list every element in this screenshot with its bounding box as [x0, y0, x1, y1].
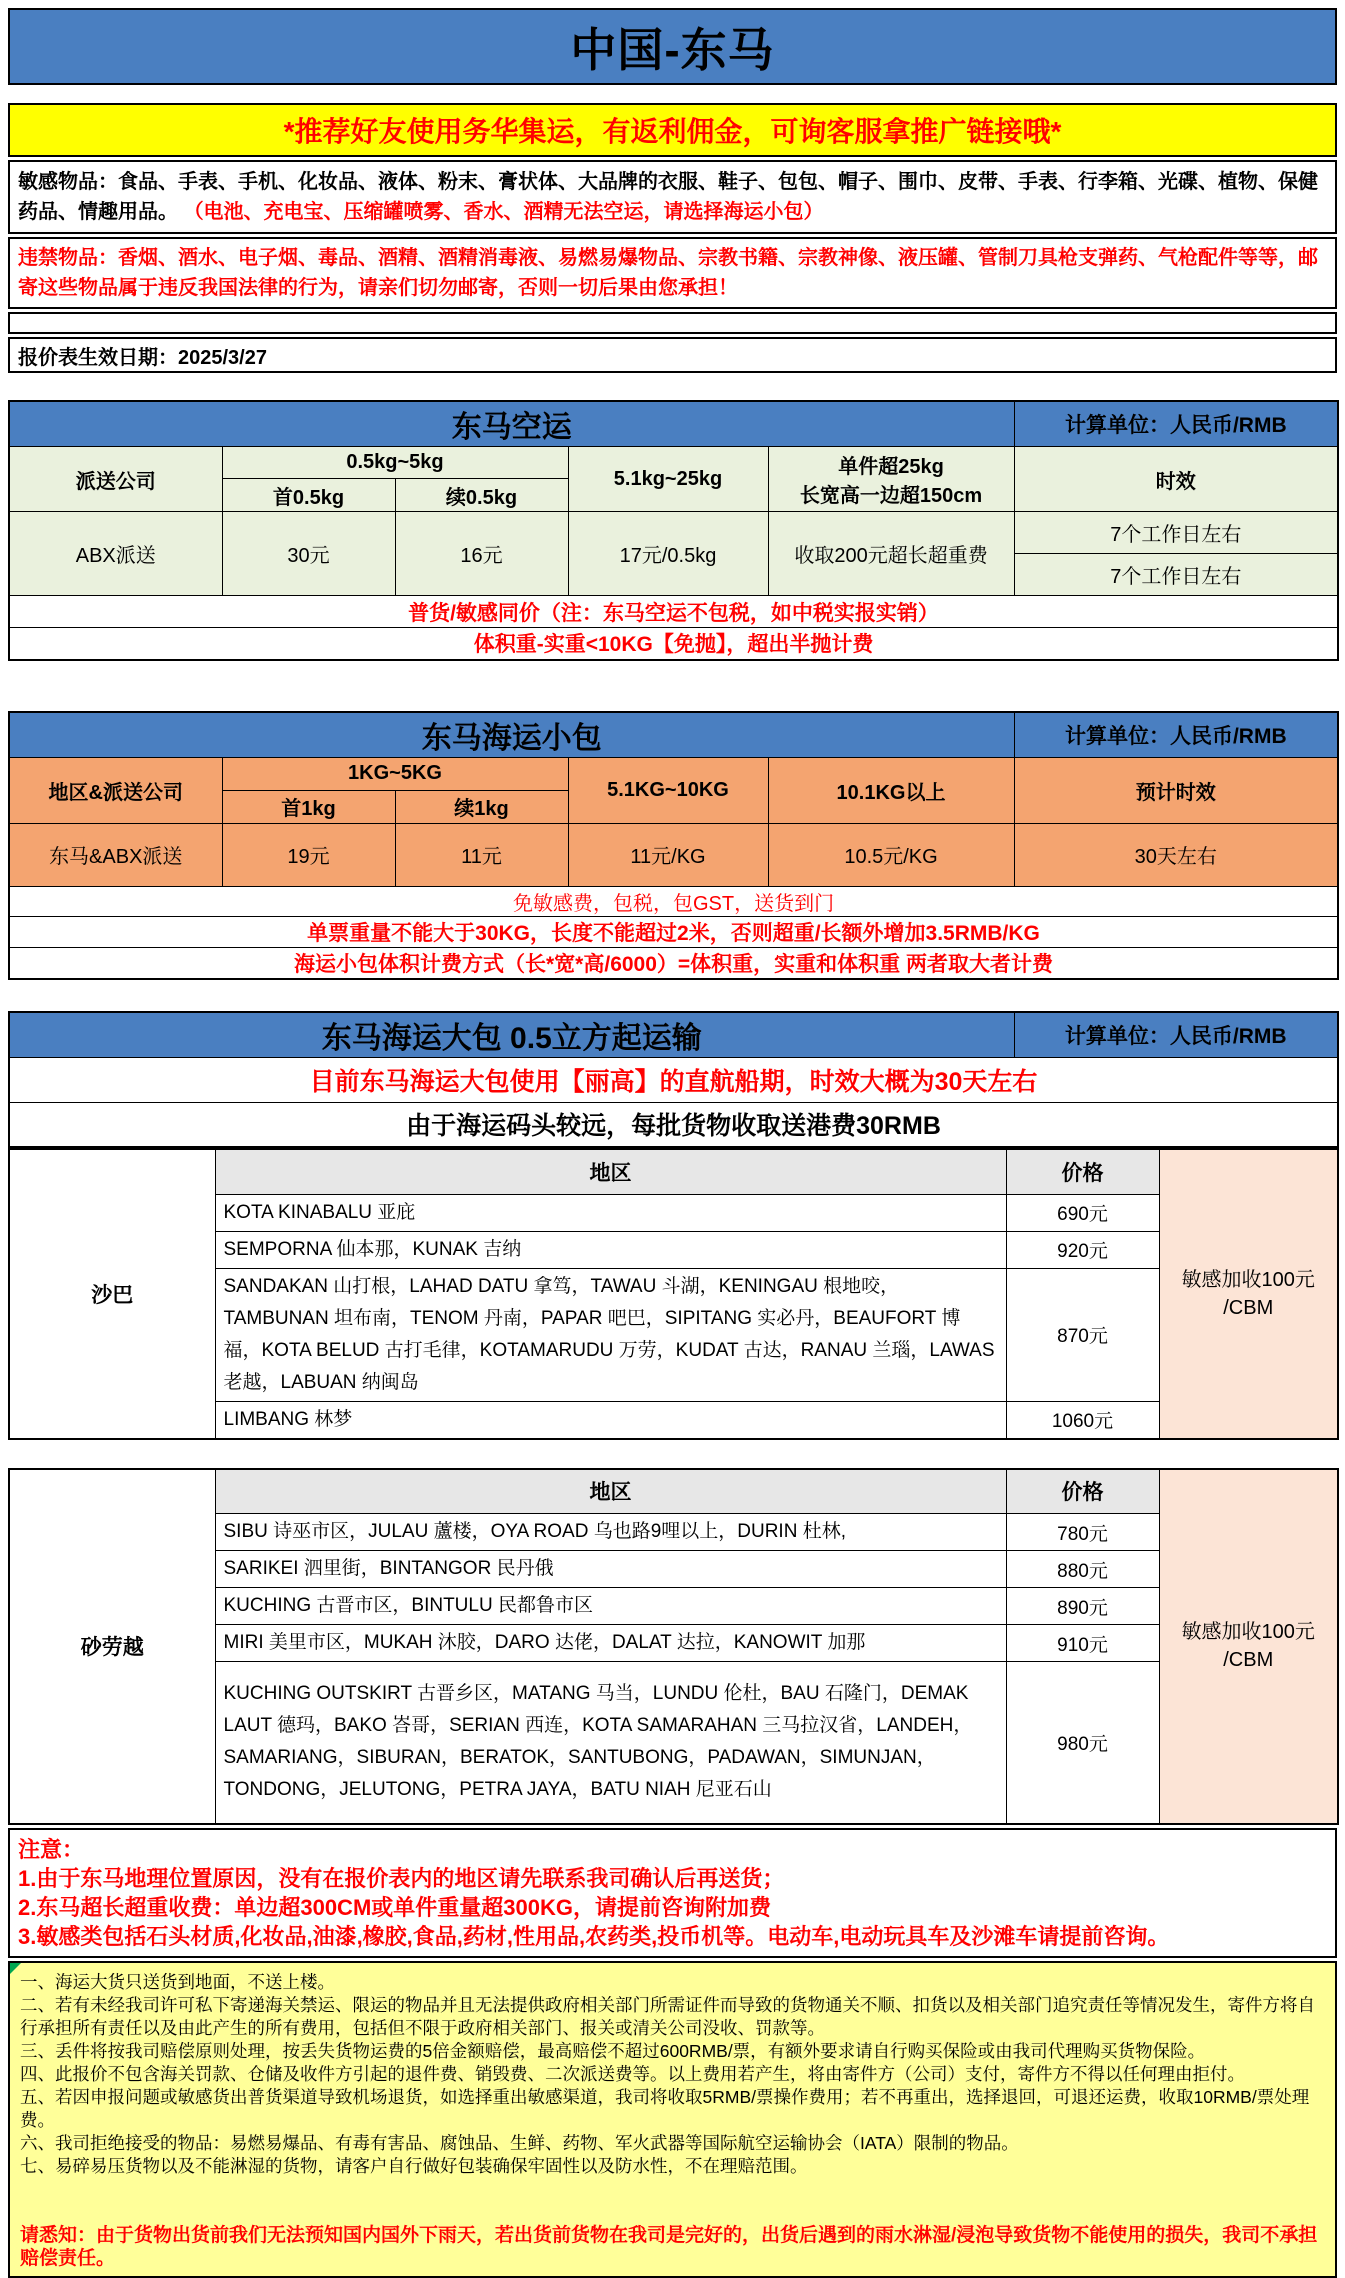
notice-line-2: 2.东马超长超重收费：单边超300CM或单件重量超300KG，请提前咨询附加费 [18, 1894, 771, 1920]
sarawak-surcharge-note: 敏感加收100元 /CBM [1159, 1469, 1338, 1824]
sabah-surcharge-note: 敏感加收100元 /CBM [1159, 1149, 1338, 1439]
air-table-title: 东马空运 [9, 401, 1014, 447]
sabah-area-3: LIMBANG 林梦 [215, 1401, 1006, 1439]
sabah-area-1: SEMPORNA 仙本那，KUNAK 吉纳 [215, 1231, 1006, 1268]
sea-small-row-next-price: 11元 [395, 823, 568, 886]
promo-banner-text: *推荐好友使用务华集运，有返利佣金，可询客服拿推广链接哦* [283, 116, 1062, 147]
sea-small-col-range2: 5.1KG~10KG [568, 757, 768, 823]
sea-small-title: 东马海运小包 [9, 712, 1014, 758]
sea-small-col-range1: 1KG~5KG [222, 757, 568, 790]
empty-row [8, 312, 1337, 334]
sarawak-area-3: MIRI 美里市区，MUKAH 沐胶，DARO 达佬，DALAT 达拉，KANOWIT 加那 [215, 1625, 1006, 1662]
air-col-oversize: 单件超25kg 长宽高一边超150cm [768, 447, 1014, 512]
sarawak-price-3: 910元 [1006, 1625, 1159, 1662]
terms-line-2: 二、若有未经我司许可私下寄递海关禁运、限运的物品并且无法提供政府相关部门所需证件而导致的货物通关不顺、扣货以及相关部门追究责任等情况发生，寄件方将自行承担所有责任以及由此产生的所有费用，包括但不限于政府相关部门、报关或清关公司没收、罚款等。 [20, 1994, 1315, 2038]
sea-small-row-range3-price: 10.5元/KG [768, 823, 1014, 886]
sea-big-header-table [8, 1011, 1339, 1149]
sensitive-items-air-restriction: （电池、充电宝、压缩罐喷雾、香水、酒精无法空运，请选择海运小包） [183, 201, 824, 223]
sea-small-unit: 计算单位：人民币/RMB [1014, 712, 1338, 758]
sabah-price-0: 690元 [1006, 1194, 1159, 1231]
sarawak-area-4: KUCHING OUTSKIRT 古晋乡区，MATANG 马当，LUNDU 伦杜，BAU 石隆门，DEMAK LAUT 德玛，BAKO 峇哥，SERIAN 西连，KOTA SAMARAHAN 三马拉汉省，LANDEH，SAMARIANG，SIBURAN，BERATOK，SANTUBONG，PADAWAN，SIMUNJAN，TONDONG，JELUTONG，PETRA JAYA，BATU NIAH 尼亚石山 [215, 1662, 1006, 1824]
effective-date-box [8, 337, 1337, 373]
sarawak-price-2: 890元 [1006, 1588, 1159, 1625]
air-row-time-1: 7个工作日左右 [1014, 512, 1338, 554]
air-freight-table [8, 400, 1339, 661]
sabah-col-price: 价格 [1006, 1149, 1159, 1194]
promo-banner [8, 103, 1337, 157]
sea-small-row-first-price: 19元 [222, 823, 395, 886]
sea-small-col-first: 首1kg [222, 790, 395, 823]
notice-title: 注意： [18, 1836, 85, 1862]
sea-big-announce-schedule: 目前东马海运大包使用【丽高】的直航船期，时效大概为30天左右 [9, 1057, 1338, 1102]
notice-line-1: 1.由于东马地理位置原因，没有在报价表内的地区请先联系我司确认后再送货； [18, 1865, 785, 1891]
air-note-volumetric: 体积重-实重<10KG【免抛】，超出半抛计费 [9, 628, 1338, 660]
prohibited-items-text: 违禁物品：香烟、酒水、电子烟、毒品、酒精、酒精消毒液、易燃易爆物品、宗教书籍、宗教神像、液压罐、管制刀具枪支弹药、气枪配件等等，邮寄这些物品属于违反我国法律的行为，请亲们切勿邮寄，否则一切后果由您承担！ [18, 247, 1318, 299]
sea-big-unit: 计算单位：人民币/RMB [1014, 1012, 1338, 1058]
sabah-price-table [8, 1148, 1339, 1440]
sea-small-col-time: 预计时效 [1014, 757, 1338, 823]
sabah-area-2: SANDAKAN 山打根，LAHAD DATU 拿笃，TAWAU 斗湖，KENINGAU 根地咬，TAMBUNAN 坦布南，TENOM 丹南，PAPAR 吧巴，SIPITANG 实必丹，BEAUFORT 博福，KOTA BELUD 古打毛律，KOTAMARUDU 万劳，KUDAT 古达，RANAU 兰瑙，LAWAS 老越，LABUAN 纳闽岛 [215, 1268, 1006, 1401]
sarawak-region-label: 砂劳越 [9, 1469, 215, 1824]
air-col-range2: 5.1kg~25kg [568, 447, 768, 512]
sea-small-parcel-table [8, 711, 1339, 980]
air-row-oversize-fee: 收取200元超长超重费 [768, 512, 1014, 596]
effective-date-text: 报价表生效日期：2025/3/27 [18, 346, 267, 369]
sabah-region-label: 沙巴 [9, 1149, 215, 1439]
sarawak-area-1: SARIKEI 泗里街，BINTANGOR 民丹俄 [215, 1551, 1006, 1588]
air-col-next: 续0.5kg [395, 479, 568, 512]
air-col-time: 时效 [1014, 447, 1338, 512]
terms-line-1: 一、海运大货只送货到地面，不送上楼。 [20, 1971, 335, 1992]
sea-small-row-company: 东马&ABX派送 [9, 823, 222, 886]
corner-marker-icon [10, 1963, 21, 1974]
sea-small-col-range3: 10.1KG以上 [768, 757, 1014, 823]
sea-big-title: 东马海运大包 0.5立方起运输 [9, 1012, 1014, 1058]
terms-line-4: 四、此报价不包含海关罚款、仓储及收件方引起的退件费、销毁费、二次派送费等。以上费用若产生，将由寄件方（公司）支付，寄件方不得以任何理由拒付。 [20, 2063, 1245, 2084]
notice-line-3: 3.敏感类包括石头材质,化妆品,油漆,橡胶,食品,药材,性用品,农药类,投币机等。电动车,电动玩具车及沙滩车请提前咨询。 [18, 1923, 1170, 1949]
air-row-time-2: 7个工作日左右 [1014, 554, 1338, 596]
terms-final-note: 请悉知：由于货物出货前我们无法预知国内国外下雨天，若出货前货物在我司是完好的，出货后遇到的雨水淋湿/浸泡导致货物不能使用的损失，我司不承担赔偿责任。 [20, 2224, 1318, 2269]
air-col-company: 派送公司 [9, 447, 222, 512]
air-row-next-price: 16元 [395, 512, 568, 596]
sea-small-note-included: 免敏感费，包税，包GST，送货到门 [9, 886, 1338, 916]
prohibited-items-box [8, 237, 1337, 309]
terms-box [8, 1961, 1337, 2278]
terms-line-7: 七、易碎易压货物以及不能淋湿的货物，请客户自行做好包装确保牢固性以及防水性，不在理赔范围。 [20, 2155, 808, 2176]
sensitive-items-text: 敏感物品：食品、手表、手机、化妆品、液体、粉末、膏状体、大品牌的衣服、鞋子、包包、帽子、围巾、皮带、手表、行李箱、光碟、植物、保健药品、情趣用品。 [18, 171, 1318, 223]
air-row-range2-price: 17元/0.5kg [568, 512, 768, 596]
air-row-first-price: 30元 [222, 512, 395, 596]
sarawak-price-0: 780元 [1006, 1514, 1159, 1551]
air-row-company: ABX派送 [9, 512, 222, 596]
terms-line-3: 三、丢件将按我司赔偿原则处理，按丢失货物运费的5倍金额赔偿，最高赔偿不超过600RMB/票，有额外要求请自行购买保险或由我司代理购买货物保险。 [20, 2040, 1206, 2061]
sarawak-col-price: 价格 [1006, 1469, 1159, 1514]
page-title: 中国-东马 [570, 23, 775, 76]
sea-small-row-time: 30天左右 [1014, 823, 1338, 886]
sea-big-announce-port-fee: 由于海运码头较远，每批货物收取送港费30RMB [9, 1102, 1338, 1147]
sarawak-area-2: KUCHING 古晋市区，BINTULU 民都鲁市区 [215, 1588, 1006, 1625]
sabah-price-3: 1060元 [1006, 1401, 1159, 1439]
sabah-price-2: 870元 [1006, 1268, 1159, 1401]
sea-small-col-next: 续1kg [395, 790, 568, 823]
sarawak-col-area: 地区 [215, 1469, 1006, 1514]
sabah-col-area: 地区 [215, 1149, 1006, 1194]
sabah-price-1: 920元 [1006, 1231, 1159, 1268]
air-note-same-price: 普货/敏感同价（注：东马空运不包税，如中税实报实销） [9, 596, 1338, 628]
sarawak-price-4: 980元 [1006, 1662, 1159, 1824]
sensitive-items-box [8, 160, 1337, 234]
sarawak-price-1: 880元 [1006, 1551, 1159, 1588]
sabah-area-0: KOTA KINABALU 亚庇 [215, 1194, 1006, 1231]
terms-line-6: 六、我司拒绝接受的物品：易燃易爆品、有毒有害品、腐蚀品、生鲜、药物、军火武器等国际航空运输协会（IATA）限制的物品。 [20, 2132, 1019, 2153]
sea-small-col-company: 地区&派送公司 [9, 757, 222, 823]
sea-small-note-limit: 单票重量不能大于30KG，长度不能超过2米，否则超重/长额外增加3.5RMB/KG [9, 916, 1338, 947]
air-col-range1: 0.5kg~5kg [222, 447, 568, 479]
notice-box [8, 1828, 1337, 1958]
air-col-first: 首0.5kg [222, 479, 395, 512]
sarawak-area-0: SIBU 诗巫市区，JULAU 蘆楼，OYA ROAD 乌也路9哩以上，DURIN 杜林, [215, 1514, 1006, 1551]
sea-small-row-range2-price: 11元/KG [568, 823, 768, 886]
page-header [8, 8, 1337, 85]
sarawak-price-table [8, 1468, 1339, 1825]
terms-line-5: 五、若因申报问题或敏感货出普货渠道导致机场退货，如选择重出敏感渠道，我司将收取5RMB/票操作费用；若不再重出，选择退回，可退还运费，收取10RMB/票处理费。 [20, 2086, 1310, 2130]
sea-small-note-volumetric: 海运小包体积计费方式（长*宽*高/6000）=体积重，实重和体积重 两者取大者计费 [9, 947, 1338, 979]
air-table-unit: 计算单位：人民币/RMB [1014, 401, 1338, 447]
spacer-row [8, 87, 1337, 101]
